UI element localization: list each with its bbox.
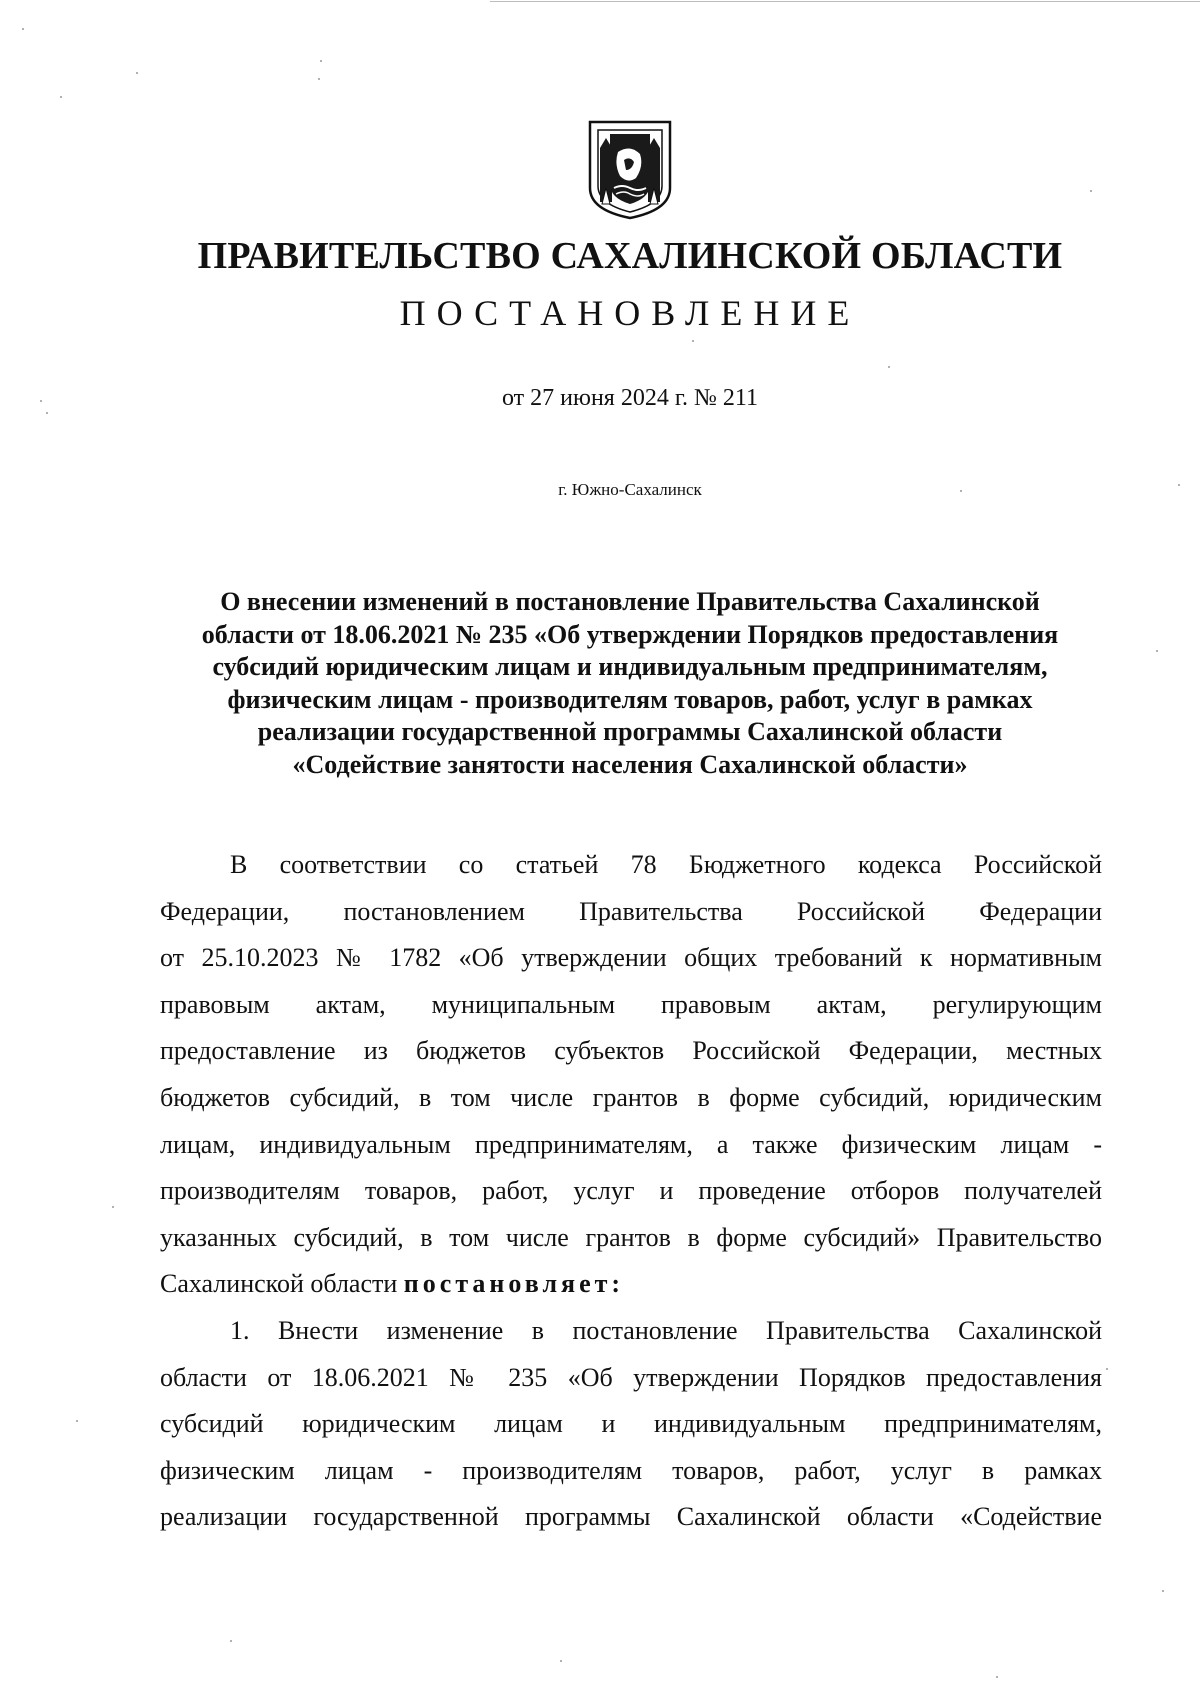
item-1-line: области от 18.06.2021 № 235 «Об утверждении Порядков предоставления <box>160 1362 1102 1392</box>
scan-speck <box>996 1676 998 1678</box>
subject-line: О внесении изменений в постановление Правительства Сахалинской <box>220 587 1040 616</box>
subject-line: области от 18.06.2021 № 235 «Об утверждении Порядков предоставления <box>201 619 1059 649</box>
item-1-line: реализации государственной программы Сахалинской области «Содействие <box>160 1502 1102 1532</box>
scan-speck <box>1090 190 1092 192</box>
item-1-line: физическим лицам - производителям товаров, работ, услуг в рамках <box>160 1455 1102 1485</box>
item-1-line: 1. Внести изменение в постановление Правительства Сахалинской <box>230 1315 1102 1345</box>
scan-speck <box>76 1420 78 1422</box>
preamble-line: Федерации, постановлением Правительства Российской Федерации <box>160 896 1102 926</box>
scan-edge-line <box>490 1 1200 2</box>
preamble-line: от 25.10.2023 № 1782 «Об утверждении общих требований к нормативным <box>160 943 1102 973</box>
document-date-number: от 27 июня 2024 г. № 211 <box>502 385 758 411</box>
resolution-keyword: постановляет: <box>403 1269 625 1299</box>
item-1-line: субсидий юридическим лицам и индивидуальным предпринимателям, <box>160 1409 1102 1439</box>
preamble-line: указанных субсидий, в том числе грантов в форме субсидий» Правительство <box>160 1222 1102 1252</box>
preamble-line: лицам, индивидуальным предпринимателям, а также физическим лицам - <box>160 1129 1102 1159</box>
scan-speck <box>1106 1368 1108 1370</box>
preamble-final-prefix: Сахалинской области <box>160 1269 404 1299</box>
preamble-line: В соответствии со статьей 78 Бюджетного кодекса Российской <box>230 850 1102 879</box>
scan-speck <box>1156 650 1158 652</box>
preamble-line: бюджетов субсидий, в том числе грантов в форме субсидий, юридическим <box>160 1082 1102 1112</box>
scan-speck <box>888 366 890 368</box>
subject-line: реализации государственной программы Сахалинской области <box>257 717 1003 746</box>
subject-line: «Содействие занятости населения Сахалинской области» <box>292 749 968 779</box>
scan-speck <box>692 340 694 342</box>
scan-speck <box>60 96 62 98</box>
scan-speck <box>230 1640 232 1642</box>
scan-speck <box>320 60 322 62</box>
preamble-final-line <box>160 1261 1102 1308</box>
scan-speck <box>560 1660 562 1662</box>
preamble-line: правовым актам, муниципальным правовым актам, регулирующим <box>160 989 1102 1019</box>
document-subject <box>150 586 1110 781</box>
document-type-title: ПОСТАНОВЛЕНИЕ <box>399 293 861 333</box>
scan-speck <box>318 78 320 80</box>
subject-line: физическим лицам - производителям товаров, работ, услуг в рамках <box>227 684 1033 714</box>
preamble-line: предоставление из бюджетов субъектов Российской Федерации, местных <box>160 1036 1102 1066</box>
scan-speck <box>112 1206 114 1208</box>
preamble-line: производителям товаров, работ, услуг и проведение отборов получателей <box>160 1176 1102 1206</box>
scan-speck <box>1162 1590 1164 1592</box>
scan-speck <box>136 72 138 74</box>
document-body <box>160 842 1102 1541</box>
sakhalin-coat-of-arms-icon <box>584 118 676 220</box>
issuing-authority-title: ПРАВИТЕЛЬСТВО САХАЛИНСКОЙ ОБЛАСТИ <box>197 235 1063 277</box>
document-city: г. Южно-Сахалинск <box>558 480 702 499</box>
scan-speck <box>22 28 24 30</box>
subject-line: субсидий юридическим лицам и индивидуальным предпринимателям, <box>212 652 1048 681</box>
